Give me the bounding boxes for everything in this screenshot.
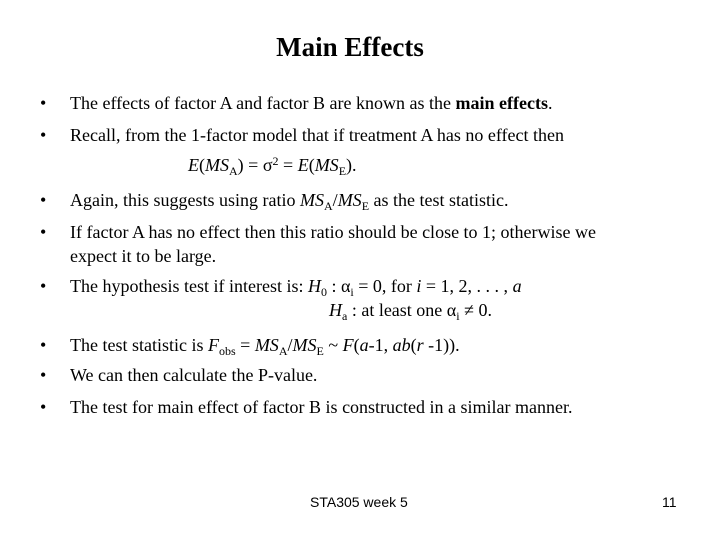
bullet-glyph: • [40, 93, 47, 113]
bullet-text: Again, this suggests using ratio $MS_A/MS_E$ as the test statistic. [70, 190, 509, 213]
bullet-glyph: • [40, 335, 47, 355]
bullet-glyph: • [40, 125, 47, 145]
page-number: 11 [662, 494, 677, 510]
slide-title: Main Effects [276, 32, 424, 62]
bullet-glyph: • [40, 222, 47, 242]
bullet-glyph: • [40, 276, 47, 296]
bullet-text-line1: If factor A has no effect then this ratio should be close to 1; otherwise we [70, 222, 597, 242]
footer-course: STA305 week 5 [310, 494, 408, 510]
bullet-text: The effects of factor A and factor B are known as the main effects. [70, 93, 553, 113]
bullet-text: Recall, from the 1-factor model that if treatment A has no effect then [70, 125, 564, 145]
alternative-hypothesis: $H_a$ : at least one $\alpha_i \ne 0$. [329, 300, 492, 323]
bullet-text: The test statistic is $F_{obs} = MS_A/MS_E$ ~ F(a-1, ab(r -1)). [70, 335, 460, 358]
bullet-glyph: • [40, 190, 47, 210]
bullet-glyph: • [40, 365, 47, 385]
bullet-text-line2: expect it to be large. [70, 246, 217, 266]
expectation-formula: $E(MS_A) = \sigma^2 = E(MS_E)$. [188, 154, 357, 178]
bullet-glyph: • [40, 397, 47, 417]
bullet-text: We can then calculate the P-value. [70, 365, 318, 385]
bullet-text: The test for main effect of factor B is constructed in a similar manner. [70, 397, 573, 417]
null-hypothesis: The hypothesis test if interest is: $H_0$ : $\alpha_i = 0$, for i = 1, 2, . . . , a [70, 276, 522, 299]
